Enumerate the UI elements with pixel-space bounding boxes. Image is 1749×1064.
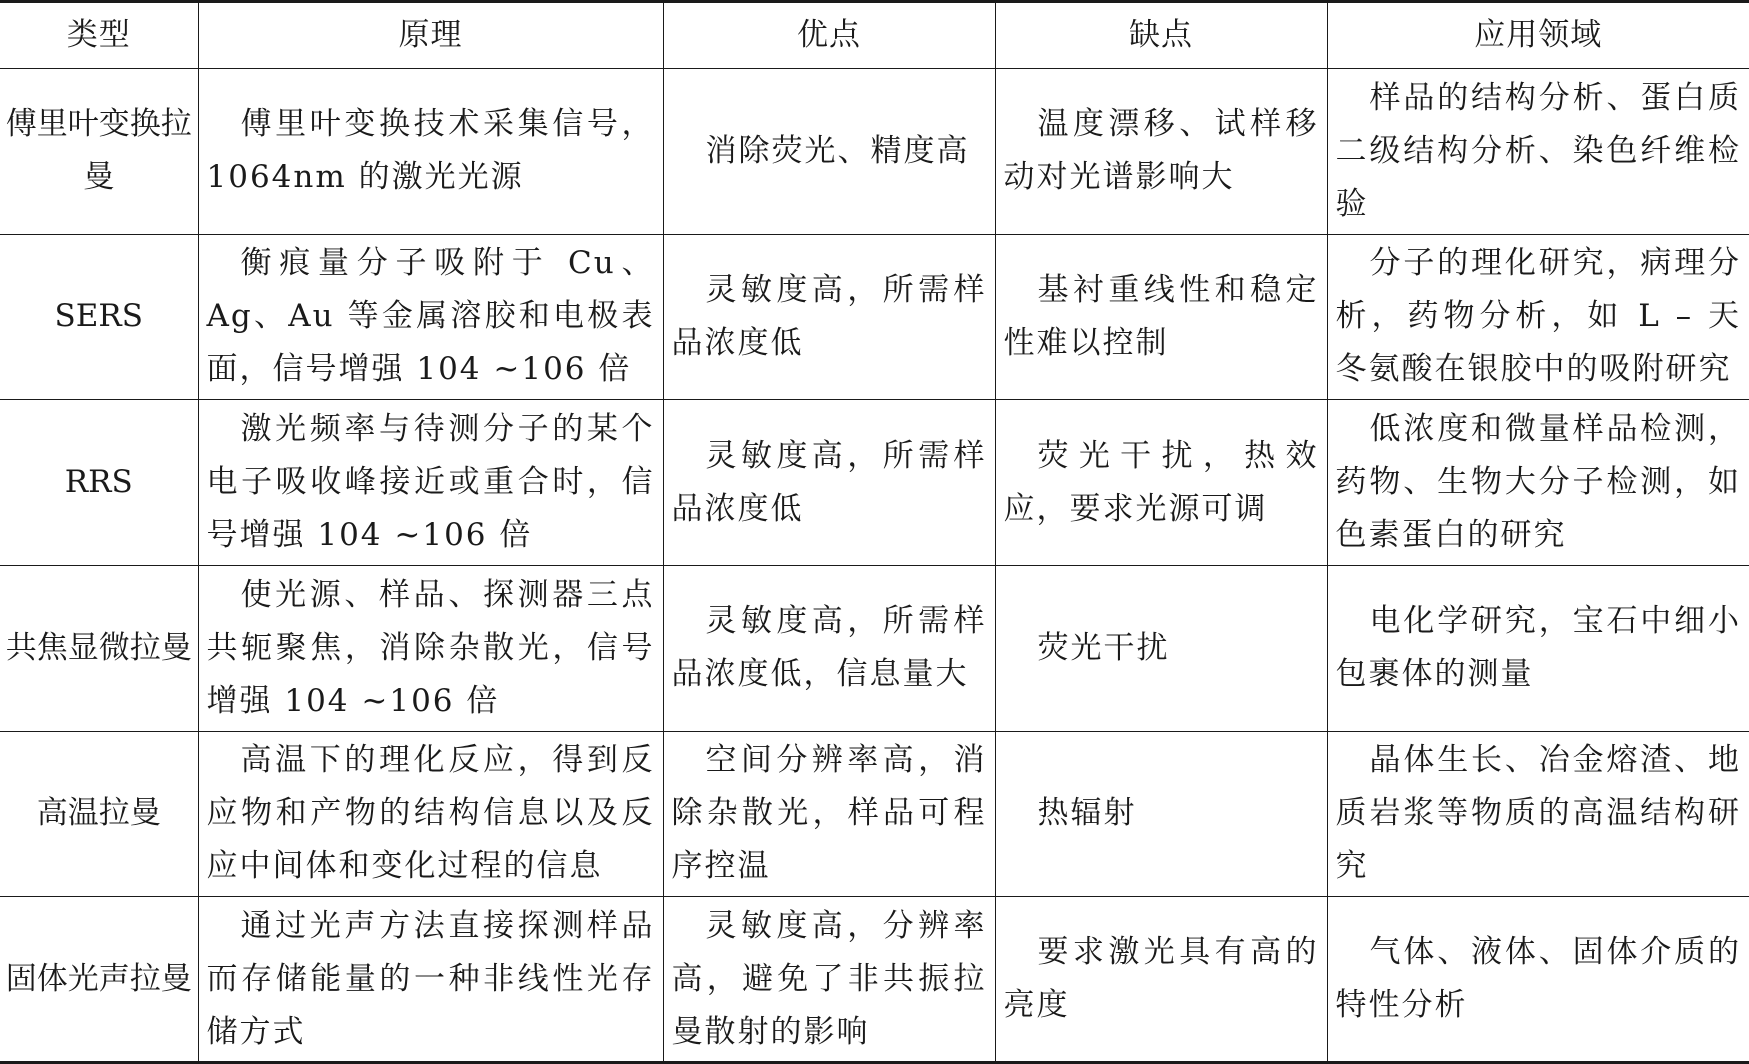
table-row: [0, 400, 1749, 566]
cell-type: RRS: [0, 400, 198, 566]
cell-advantages: 灵敏度高，所需样品浓度低: [663, 234, 995, 400]
header-advantages: 优点: [663, 2, 995, 69]
cell-principle: 高温下的理化反应，得到反应物和产物的结构信息以及反应中间体和变化过程的信息: [198, 731, 663, 897]
cell-applications: 样品的结构分析、蛋白质二级结构分析、染色纤维检验: [1327, 69, 1749, 235]
cell-advantages: 空间分辨率高，消除杂散光，样品可程序控温: [663, 731, 995, 897]
cell-applications: 气体、液体、固体介质的特性分析: [1327, 897, 1749, 1063]
header-principle: 原理: [198, 2, 663, 69]
cell-disadvantages: 基衬重线性和稳定性难以控制: [995, 234, 1327, 400]
cell-type: 固体光声拉曼: [0, 897, 198, 1063]
cell-disadvantages: 要求激光具有高的亮度: [995, 897, 1327, 1063]
cell-advantages: 消除荧光、精度高: [663, 69, 995, 235]
table-header: [0, 2, 1749, 69]
table-row: [0, 897, 1749, 1063]
table-row: [0, 565, 1749, 731]
cell-advantages: 灵敏度高，所需样品浓度低，信息量大: [663, 565, 995, 731]
header-row: [0, 2, 1749, 69]
cell-principle: 通过光声方法直接探测样品而存储能量的一种非线性光存储方式: [198, 897, 663, 1063]
header-type: 类型: [0, 2, 198, 69]
cell-principle: 激光频率与待测分子的某个电子吸收峰接近或重合时，信号增强 104 ~106 倍: [198, 400, 663, 566]
cell-disadvantages: 热辐射: [995, 731, 1327, 897]
cell-type: 傅里叶变换拉曼: [0, 69, 198, 235]
cell-type: SERS: [0, 234, 198, 400]
header-disadvantages: 缺点: [995, 2, 1327, 69]
cell-applications: 电化学研究，宝石中细小包裹体的测量: [1327, 565, 1749, 731]
table-row: [0, 731, 1749, 897]
cell-principle: 傅里叶变换技术采集信号，1064nm 的激光光源: [198, 69, 663, 235]
cell-disadvantages: 荧光干扰: [995, 565, 1327, 731]
cell-applications: 晶体生长、冶金熔渣、地质岩浆等物质的高温结构研究: [1327, 731, 1749, 897]
cell-applications: 低浓度和微量样品检测，药物、生物大分子检测，如色素蛋白的研究: [1327, 400, 1749, 566]
cell-disadvantages: 荧光干扰，热效应，要求光源可调: [995, 400, 1327, 566]
cell-advantages: 灵敏度高，所需样品浓度低: [663, 400, 995, 566]
cell-principle: 使光源、样品、探测器三点共轭聚焦，消除杂散光，信号增强 104 ~106 倍: [198, 565, 663, 731]
cell-type: 共焦显微拉曼: [0, 565, 198, 731]
table-row: [0, 234, 1749, 400]
header-applications: 应用领域: [1327, 2, 1749, 69]
cell-principle: 衡痕量分子吸附于 Cu、Ag、Au 等金属溶胶和电极表面，信号增强 104 ~106 倍: [198, 234, 663, 400]
cell-advantages: 灵敏度高，分辨率高，避免了非共振拉曼散射的影响: [663, 897, 995, 1063]
table-row: [0, 69, 1749, 235]
table-body: [0, 69, 1749, 1063]
cell-disadvantages: 温度漂移、试样移动对光谱影响大: [995, 69, 1327, 235]
cell-type: 高温拉曼: [0, 731, 198, 897]
cell-applications: 分子的理化研究，病理分析，药物分析，如 L – 天冬氨酸在银胶中的吸附研究: [1327, 234, 1749, 400]
